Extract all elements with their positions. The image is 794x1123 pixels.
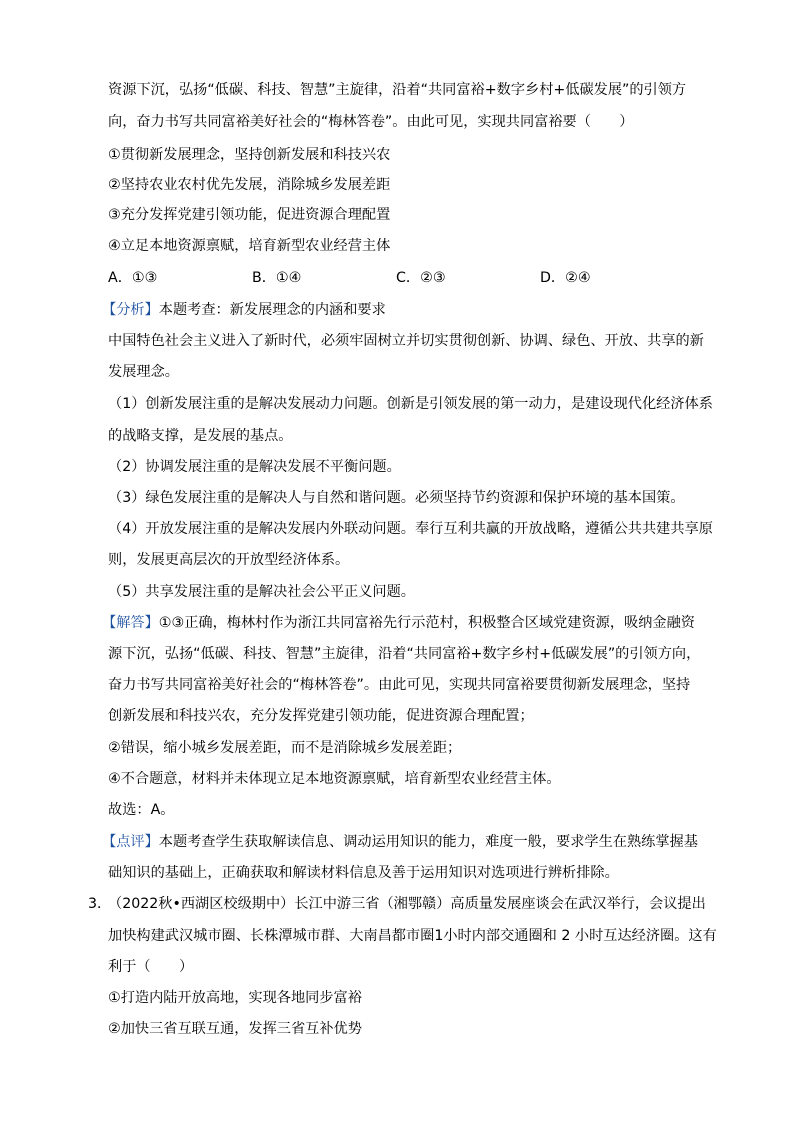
q2-stem-line: 向，奋力书写共同富裕美好社会的“梅林答卷”。由此可见，实现共同富裕要（ ） [108, 114, 634, 130]
option-d: D．②④ [540, 270, 591, 286]
option-c: C．②③ [396, 270, 446, 286]
answer-line: 故选：A。 [108, 802, 175, 818]
comment-heading [102, 832, 702, 852]
analysis-tag: 【分析】 [102, 302, 159, 318]
analysis-line: 的战略支撑，是发展的基点。 [108, 428, 293, 444]
q2-statement: ②坚持农业农村优先发展，消除城乡发展差距 [108, 177, 391, 193]
answer-line: 源下沉，弘扬“低碳、科技、智慧”主旋律，沿着“共同富裕+数字乡村+低碳发展”的引领方向， [108, 646, 701, 662]
answer-line: 创新发展和科技兴农，充分发挥党建引领功能，促进资源合理配置； [108, 708, 534, 724]
analysis-line: （4）开放发展注重的是解决发展内外联动问题。奉行互利共赢的开放战略，遵循公共共建共享原 [108, 521, 713, 537]
q3-stem-line: 加快构建武汉城市圈、长株潭城市群、大南昌都市圈1小时内部交通圈和 2 小时互达经济圈。这有 [108, 928, 717, 944]
answer-heading [102, 613, 702, 633]
comment-tag: 【点评】 [102, 834, 159, 850]
analysis-line: （2）协调发展注重的是解决发展不平衡问题。 [108, 459, 401, 475]
q3-stem-line: 利于（ ） [108, 959, 194, 975]
answer-line: 奋力书写共同富裕美好社会的“梅林答卷”。由此可见，实现共同富裕要贯彻新发展理念，坚持 [108, 677, 691, 693]
option-b: B．①④ [252, 270, 302, 286]
analysis-line: 中国特色社会主义进入了新时代，必须牢固树立并切实贯彻创新、协调、绿色、开放、共享的新 [108, 333, 704, 349]
q3-number: 3． [88, 896, 112, 912]
answer-text: ①③正确，梅林村作为浙江共同富裕先行示范村，积极整合区域党建资源，吸纳金融资 [158, 615, 695, 631]
analysis-line: （3）绿色发展注重的是解决人与自然和谐问题。必须坚持节约资源和保护环境的基本国策。 [108, 490, 685, 506]
comment-line: 础知识的基础上，正确获取和解读材料信息及善于运用知识对选项进行辨析排除。 [108, 865, 619, 881]
q3-statement: ②加快三省互联互通，发挥三省互补优势 [108, 1021, 362, 1037]
q2-options [108, 268, 708, 288]
analysis-line: 则，发展更高层次的开放型经济体系。 [108, 552, 350, 568]
analysis-line: （5）共享发展注重的是解决社会公平正义问题。 [108, 584, 415, 600]
q2-statement: ③充分发挥党建引领功能，促进资源合理配置 [108, 207, 391, 223]
option-a: A．①③ [108, 270, 158, 286]
q3-stem-line: （2022秋•西湖区校级期中）长江中游三省（湘鄂赣）高质量发展座谈会在武汉举行，会议提出 [108, 896, 706, 912]
q3-statement: ①打造内陆开放高地，实现各地同步富裕 [108, 990, 362, 1006]
analysis-text: 本题考查：新发展理念的内涵和要求 [158, 302, 386, 318]
answer-line: ②错误，缩小城乡发展差距，而不是消除城乡发展差距； [108, 740, 462, 756]
analysis-line: （1）创新发展注重的是解决发展动力问题。创新是引领发展的第一动力，是建设现代化经济体系 [108, 396, 713, 412]
q2-stem-line: 资源下沉，弘扬“低碳、科技、智慧”主旋律，沿着“共同富裕+数字乡村+低碳发展”的引领方 [108, 82, 687, 98]
q2-statement: ④立足本地资源禀赋，培育新型农业经营主体 [108, 238, 391, 254]
answer-tag: 【解答】 [102, 615, 159, 631]
analysis-heading [102, 300, 702, 320]
answer-line: ④不合题意，材料并未体现立足本地资源禀赋，培育新型农业经营主体。 [108, 771, 561, 787]
analysis-line: 发展理念。 [108, 364, 179, 380]
q2-statement: ①贯彻新发展理念，坚持创新发展和科技兴农 [108, 147, 391, 163]
comment-text: 本题考查学生获取解读信息、调动运用知识的能力，难度一般，要求学生在熟练掌握基 [158, 834, 698, 850]
